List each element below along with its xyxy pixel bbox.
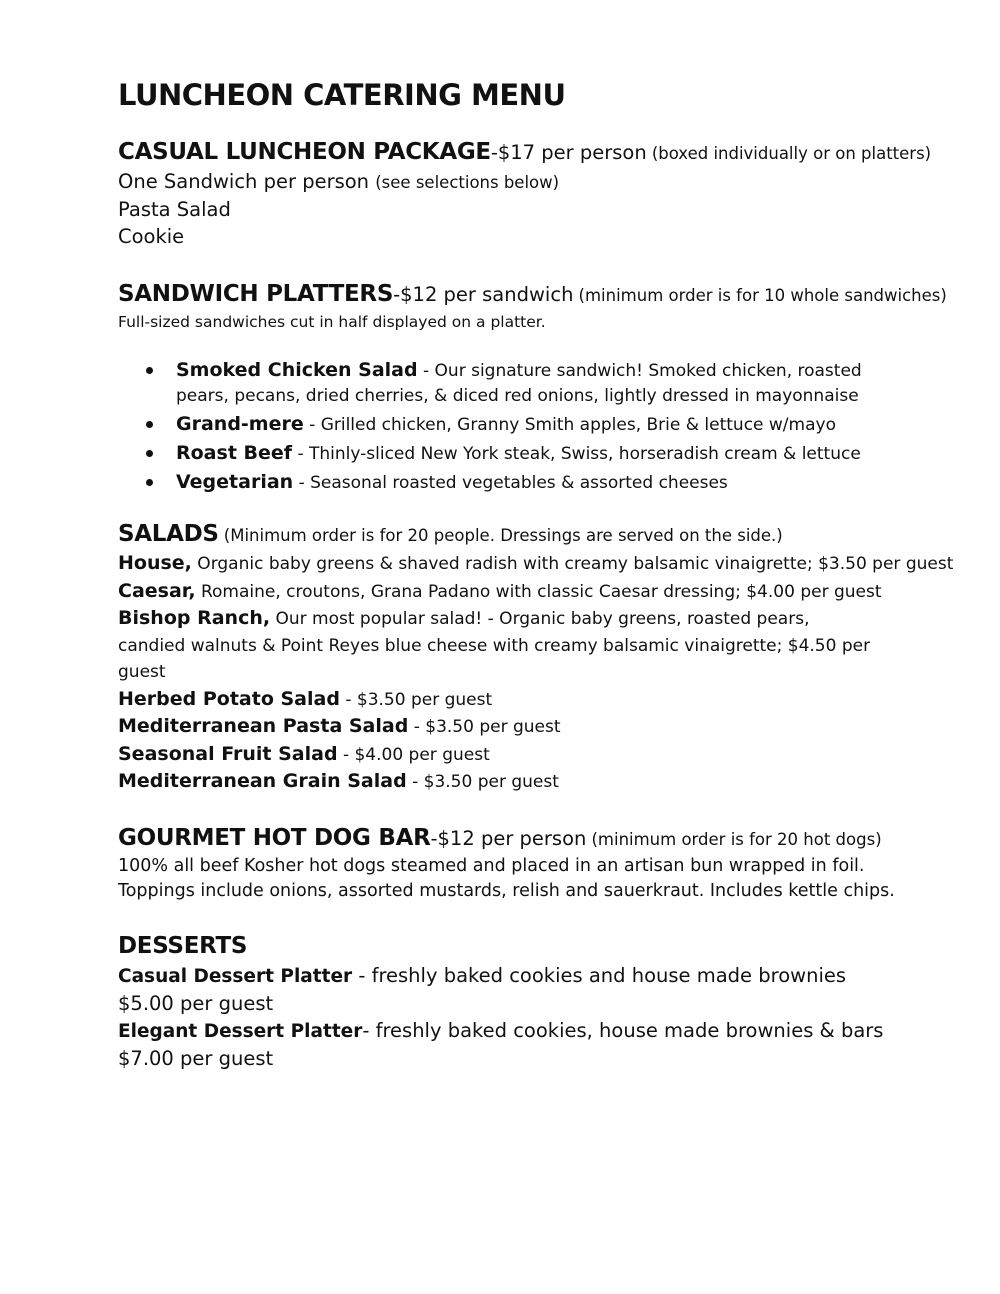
sandwich-description: - Our signature sandwich! Smoked chicken, roasted pears, pecans, dried cherries, & diced red onions, lightly dressed in mayonnaise xyxy=(176,361,862,406)
salad-name: Mediterranean Pasta Salad xyxy=(118,715,409,737)
sandwich-platters-note: (minimum order is for 10 whole sandwiches) xyxy=(578,286,947,305)
hotdog-section xyxy=(118,824,948,904)
casual-package-line-cookie: Cookie xyxy=(118,225,185,248)
casual-package-line-pasta: Pasta Salad xyxy=(118,198,231,221)
dessert-name: Elegant Dessert Platter xyxy=(118,1020,363,1042)
casual-package-section xyxy=(118,138,948,250)
salad-row xyxy=(118,578,948,606)
dessert-price: $5.00 per guest xyxy=(118,991,274,1015)
dessert-name: Casual Dessert Platter xyxy=(118,965,353,987)
sandwich-description: - Seasonal roasted vegetables & assorted cheeses xyxy=(293,473,728,493)
salads-section xyxy=(118,520,954,796)
dessert-description: - freshly baked cookies, house made brownies & bars xyxy=(362,1018,884,1042)
salad-row xyxy=(118,768,948,796)
salad-row xyxy=(118,605,878,686)
hotdog-description-2: Toppings include onions, assorted mustards, relish and sauerkraut. Includes kettle chips. xyxy=(118,880,895,901)
casual-package-price: -$17 per person xyxy=(490,141,647,164)
list-item xyxy=(176,358,876,409)
casual-sandwich-text: One Sandwich per person xyxy=(118,170,370,193)
casual-package-title: CASUAL LUNCHEON PACKAGE xyxy=(118,139,491,165)
desserts-title: DESSERTS xyxy=(118,932,248,959)
salads-header xyxy=(118,520,948,550)
casual-package-line-sandwich xyxy=(118,168,948,196)
dessert-price: $7.00 per guest xyxy=(118,1046,274,1070)
salad-name: House, xyxy=(118,552,192,574)
sandwich-platters-description: Full-sized sandwiches cut in half displayed on a platter. xyxy=(118,313,546,331)
hotdog-title: GOURMET HOT DOG BAR xyxy=(118,824,431,851)
salad-description: Organic baby greens & shaved radish with creamy balsamic vinaigrette; $3.50 per guest xyxy=(191,554,954,574)
sandwich-platters-price: -$12 per sandwich xyxy=(393,283,574,306)
menu-page xyxy=(118,78,954,1072)
salad-description: Our most popular salad! - Organic baby greens, roasted pears, candied walnuts & Point Reyes blue cheese with creamy balsamic vinaigrette; $4.50 per guest xyxy=(118,609,871,682)
salad-name: Seasonal Fruit Salad xyxy=(118,742,338,765)
sandwich-name: Smoked Chicken Salad xyxy=(176,359,418,381)
salad-row xyxy=(118,741,948,769)
list-item xyxy=(176,441,876,467)
sandwich-platters-title: SANDWICH PLATTERS xyxy=(118,281,394,307)
salad-description: - $3.50 per guest xyxy=(339,689,493,710)
salad-row xyxy=(118,686,948,714)
sandwich-description: - Thinly-sliced New York steak, Swiss, horseradish cream & lettuce xyxy=(292,444,861,464)
hotdog-price: -$12 per person xyxy=(430,826,587,850)
desserts-section xyxy=(118,932,948,1072)
hotdog-description-1: 100% all beef Kosher hot dogs steamed and placed in an artisan bun wrapped in foil. xyxy=(118,855,865,876)
salad-row xyxy=(118,550,954,578)
casual-package-note: (boxed individually or on platters) xyxy=(651,144,932,163)
salad-name: Mediterranean Grain Salad xyxy=(118,770,407,792)
hotdog-note: (minimum order is for 20 hot dogs) xyxy=(591,829,882,849)
salads-title: SALADS xyxy=(118,521,219,547)
dessert-row xyxy=(118,1017,948,1045)
salads-note: (Minimum order is for 20 people. Dressings are served on the side.) xyxy=(223,526,783,545)
salad-name: Bishop Ranch, xyxy=(118,607,271,629)
list-item xyxy=(176,470,876,496)
sandwich-name: Roast Beef xyxy=(176,442,293,464)
salad-row xyxy=(118,713,948,741)
casual-package-header xyxy=(118,138,948,168)
sandwich-platters-header xyxy=(118,280,948,310)
salad-name: Herbed Potato Salad xyxy=(118,687,340,710)
casual-sandwich-note: (see selections below) xyxy=(375,173,560,192)
hotdog-header xyxy=(118,824,948,854)
list-item xyxy=(176,412,876,438)
dessert-description: - freshly baked cookies and house made brownies xyxy=(352,963,847,987)
sandwich-name: Grand-mere xyxy=(176,413,304,435)
sandwich-name: Vegetarian xyxy=(176,471,294,493)
salad-description: - $3.50 per guest xyxy=(406,772,559,792)
salad-description: - $3.50 per guest xyxy=(408,717,561,737)
sandwich-list xyxy=(118,358,948,496)
desserts-header xyxy=(118,932,948,962)
salad-description: - $4.00 per guest xyxy=(337,744,490,765)
sandwich-description: - Grilled chicken, Granny Smith apples, Brie & lettuce w/mayo xyxy=(303,415,836,435)
dessert-row xyxy=(118,962,948,990)
page-title: LUNCHEON CATERING MENU xyxy=(118,78,566,112)
sandwich-platters-section xyxy=(118,280,948,496)
salad-description: Romaine, croutons, Grana Padano with classic Caesar dressing; $4.00 per guest xyxy=(195,581,882,602)
salad-name: Caesar, xyxy=(118,579,196,602)
